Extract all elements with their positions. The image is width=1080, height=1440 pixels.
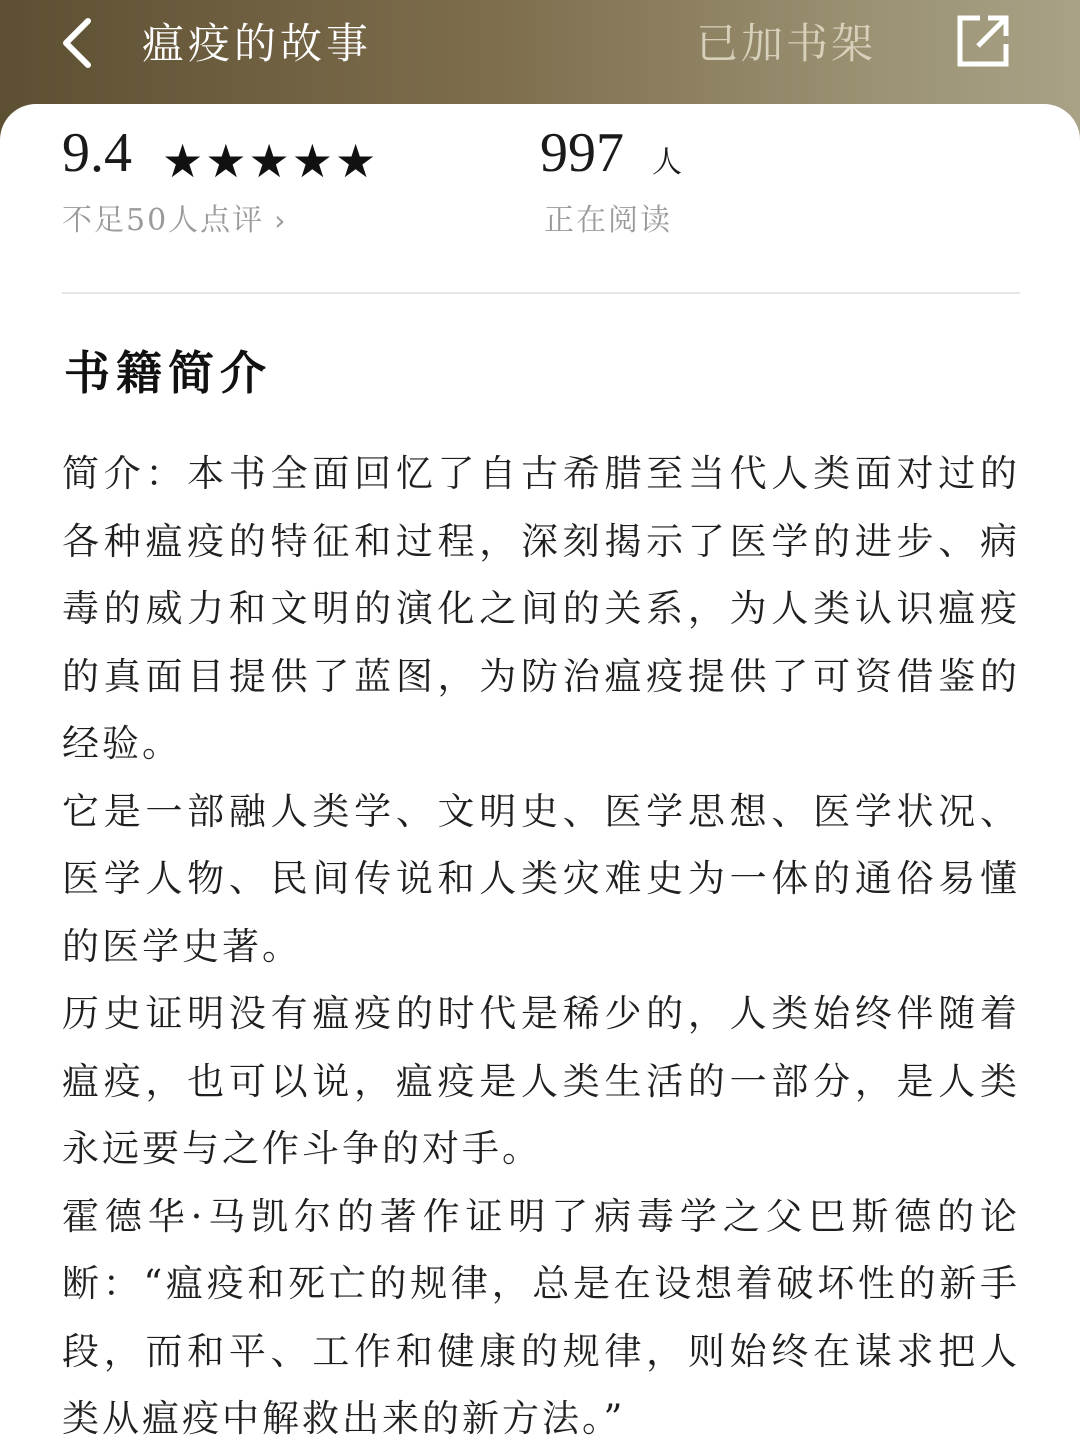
section-title: 书籍简介 — [64, 346, 272, 400]
back-button[interactable] — [48, 10, 108, 76]
review-link[interactable] — [62, 200, 287, 242]
chevron-right-icon: › — [274, 204, 288, 237]
divider — [62, 292, 1020, 294]
description-paragraph: 它是一部融人类学、文明史、医学思想、医学状况、医学人物、民间传说和人类灾难史为一体的通俗易懂的医学史著。 — [62, 789, 1020, 968]
description-paragraph: 简介：本书全面回忆了自古希腊至当代人类面对过的各种瘟疫的特征和过程，深刻揭示了医学的进步、病毒的威力和文明的演化之间的关系，为人类认识瘟疫的真面目提供了蓝图，为防治瘟疫提供了可资借鉴的经验。 — [62, 452, 1020, 765]
share-button[interactable] — [950, 8, 1016, 74]
description-paragraph: 霍德华·马凯尔的著作证明了病毒学之父巴斯德的论断：“瘟疫和死亡的规律，总是在设想着破坏性的新手段，而和平、工作和健康的规律，则始终在谋求把人类从瘟疫中解救出来的新方法。” — [62, 1194, 1020, 1440]
chevron-left-icon — [58, 15, 98, 71]
readers-unit: 人 — [652, 145, 682, 180]
book-stats — [0, 104, 1080, 292]
review-count-label: 不足50人点评 — [62, 203, 265, 238]
book-description — [62, 440, 1020, 1440]
book-detail-panel — [0, 104, 1080, 1440]
description-paragraph: 历史证明没有瘟疫的时代是稀少的，人类始终伴随着瘟疫，也可以说，瘟疫是人类生活的一部分，是人类永远要与之作斗争的对手。 — [62, 992, 1020, 1170]
rating-stars-icon: ★★★★★ — [162, 134, 379, 188]
readers-label: 正在阅读 — [544, 203, 672, 238]
readers-count: 997 — [540, 122, 624, 184]
added-to-shelf-button[interactable]: 已加书架 — [696, 19, 877, 68]
share-external-icon — [956, 14, 1010, 68]
rating-score: 9.4 — [62, 122, 132, 184]
page-title: 瘟疫的故事 — [142, 19, 373, 68]
